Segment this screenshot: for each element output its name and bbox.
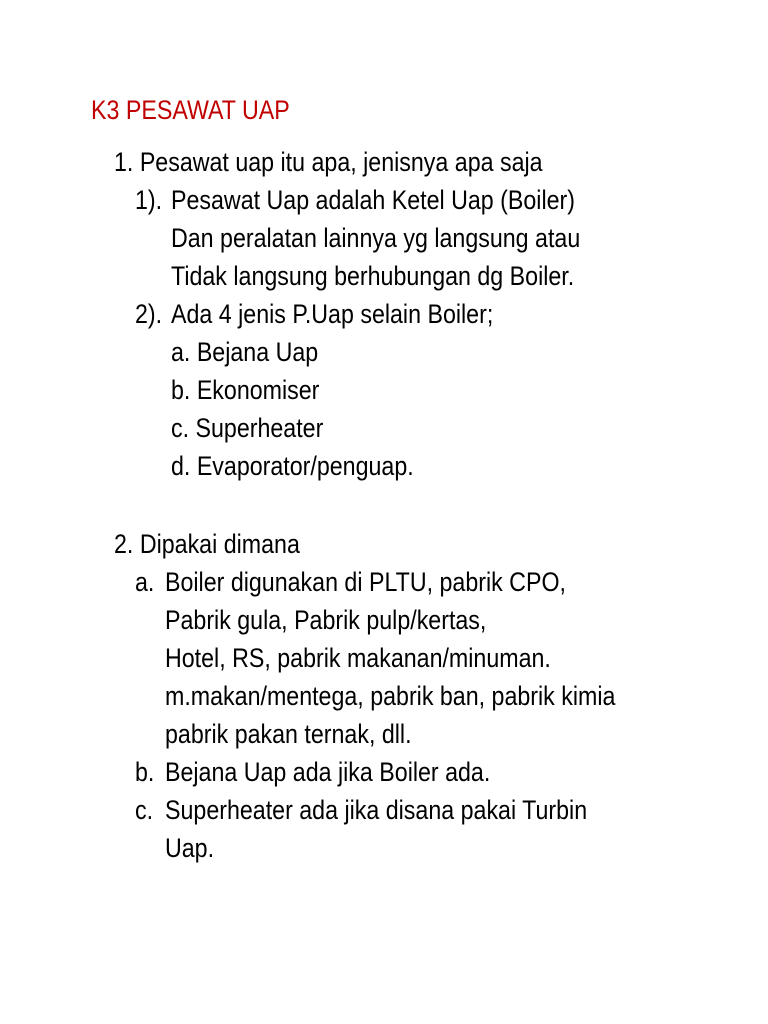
list-marker: b. — [135, 757, 155, 787]
list-item-text: Ada 4 jenis P.Uap selain Boiler; — [171, 299, 494, 329]
sub-list-item: a. Bejana Uap — [171, 337, 319, 367]
document-title: K3 PESAWAT UAP — [91, 95, 290, 125]
list-item-text: Uap. — [165, 833, 215, 863]
list-item-text: m.makan/mentega, pabrik ban, pabrik kimia — [165, 681, 616, 711]
list-item-text: Hotel, RS, pabrik makanan/minuman. — [165, 643, 551, 673]
list-item-text: Pesawat Uap adalah Ketel Uap (Boiler) — [171, 185, 575, 215]
list-item-text: pabrik pakan ternak, dll. — [165, 719, 412, 749]
list-item-text: Superheater ada jika disana pakai Turbin — [165, 795, 588, 825]
section-heading: 1. Pesawat uap itu apa, jenisnya apa saja — [114, 147, 543, 177]
list-item-text: Boiler digunakan di PLTU, pabrik CPO, — [165, 567, 566, 597]
list-item-text: Tidak langsung berhubungan dg Boiler. — [171, 261, 575, 291]
list-item-text: Dan peralatan lainnya yg langsung atau — [171, 223, 581, 253]
list-item-text: Bejana Uap ada jika Boiler ada. — [165, 757, 491, 787]
list-marker: 2). — [135, 299, 163, 329]
list-marker: a. — [135, 567, 155, 597]
section-heading: 2. Dipakai dimana — [114, 529, 300, 559]
sub-list-item: c. Superheater — [171, 413, 324, 443]
sub-list-item: b. Ekonomiser — [171, 375, 320, 405]
sub-list-item: d. Evaporator/penguap. — [171, 451, 414, 481]
list-marker: c. — [135, 795, 154, 825]
list-marker: 1). — [135, 185, 163, 215]
list-item-text: Pabrik gula, Pabrik pulp/kertas, — [165, 605, 487, 635]
